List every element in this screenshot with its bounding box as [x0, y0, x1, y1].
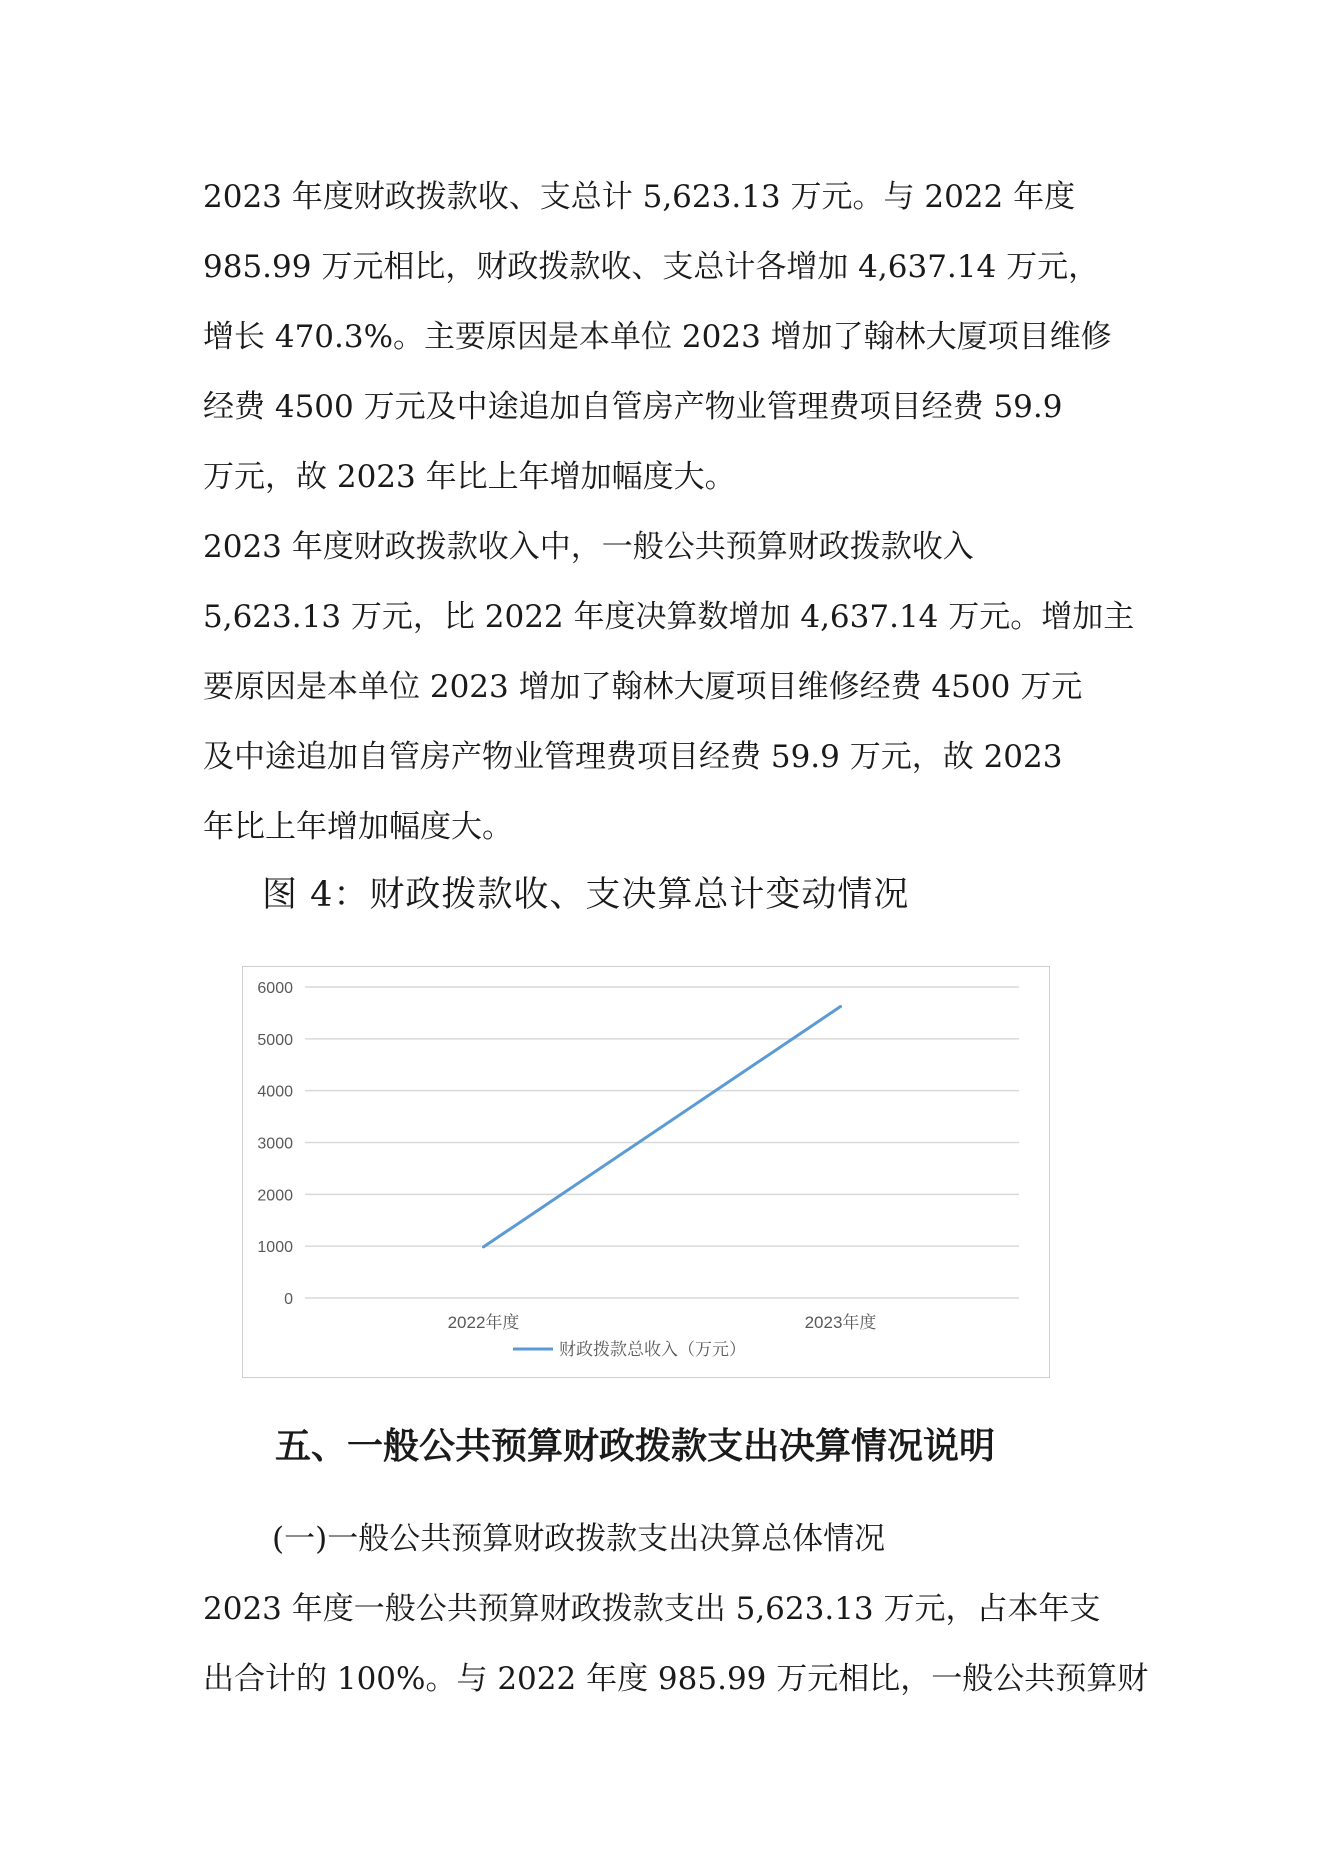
paragraph-general-budget: [203, 1574, 1149, 1714]
text-line: 经费 4500 万元及中途追加自管房产物业管理费项目经费 59.9: [203, 389, 1063, 425]
chart-canvas: [243, 967, 1049, 1377]
y-tick-label: 6000: [257, 980, 293, 997]
text-line: 年比上年增加幅度大。: [203, 809, 513, 845]
text-line: 万元，故 2023 年比上年增加幅度大。: [203, 459, 736, 495]
text-line: 2023 年度财政拨款收、支总计 5,623.13 万元。与 2022 年度: [203, 179, 1076, 215]
data-point: [839, 1005, 842, 1008]
text-line: 要原因是本单位 2023 增加了翰林大厦项目维修经费 4500 万元: [203, 669, 1083, 705]
paragraph-fiscal-total: [203, 162, 1133, 512]
y-tick-label: 3000: [257, 1135, 293, 1153]
text-line: 5,623.13 万元，比 2022 年度决算数增加 4,637.14 万元。增加主: [203, 599, 1135, 635]
legend-label: 财政拨款总收入（万元）: [559, 1340, 746, 1359]
series-line: [484, 1007, 841, 1247]
figure-caption: 图 4：财政拨款收、支决算总计变动情况: [262, 875, 910, 915]
x-tick-label: 2022年度: [447, 1313, 520, 1332]
y-tick-label: 0: [284, 1291, 293, 1308]
text-line: 增长 470.3%。主要原因是本单位 2023 增加了翰林大厦项目维修: [203, 319, 1112, 355]
text-line: 出合计的 100%。与 2022 年度 985.99 万元相比，一般公共预算财: [203, 1661, 1149, 1697]
text-line: 985.99 万元相比，财政拨款收、支总计各增加 4,637.14 万元，: [203, 249, 1100, 285]
text-line: 及中途追加自管房产物业管理费项目经费 59.9 万元，故 2023: [203, 739, 1063, 775]
text-line: 2023 年度一般公共预算财政拨款支出 5,623.13 万元，占本年支: [203, 1591, 1101, 1627]
line-chart: [242, 966, 1050, 1378]
paragraph-fiscal-income: [203, 512, 1133, 862]
y-tick-label: 1000: [257, 1239, 293, 1257]
data-point: [482, 1245, 485, 1248]
y-tick-label: 2000: [257, 1187, 293, 1205]
y-tick-label: 4000: [257, 1083, 293, 1101]
section-heading: 五、一般公共预算财政拨款支出决算情况说明: [275, 1426, 996, 1467]
text-line: 2023 年度财政拨款收入中，一般公共预算财政拨款收入: [203, 529, 974, 565]
x-tick-label: 2023年度: [804, 1313, 877, 1332]
y-tick-label: 5000: [257, 1031, 293, 1049]
subsection-heading: (一)一般公共预算财政拨款支出决算总体情况: [272, 1521, 886, 1557]
